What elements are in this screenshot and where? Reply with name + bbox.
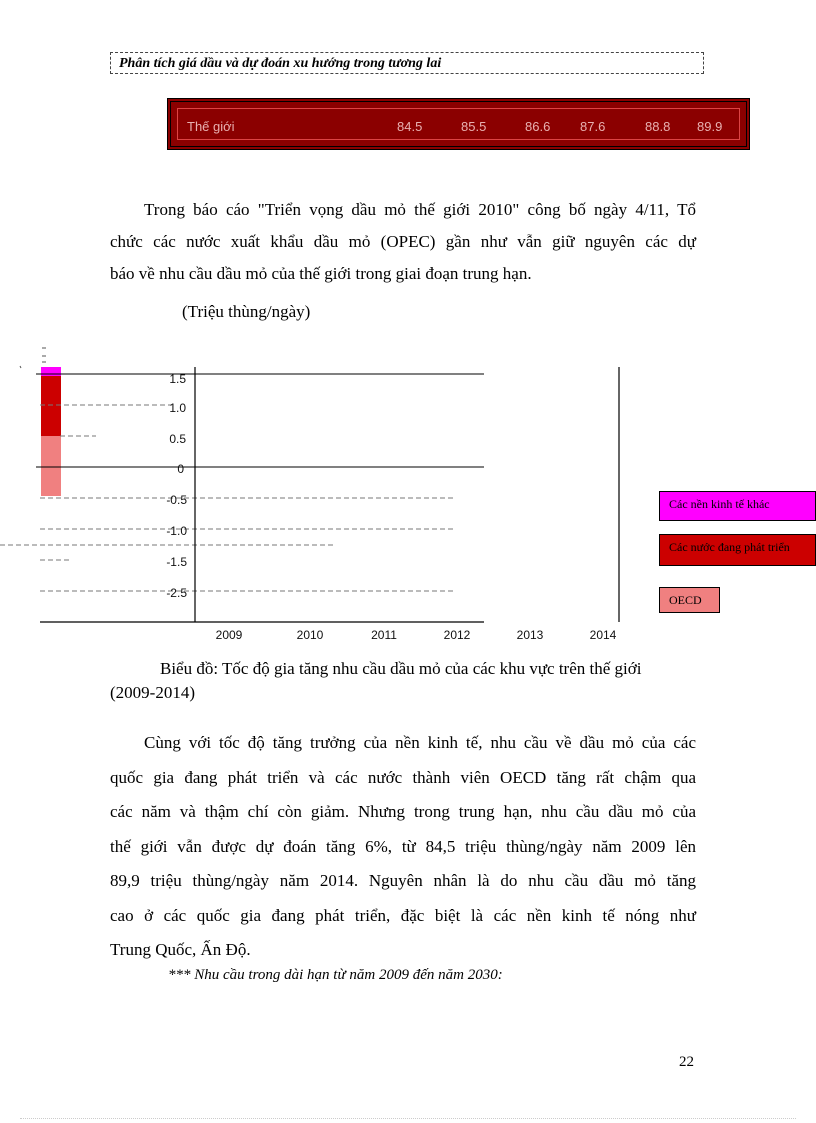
subheading-long-term: *** Nhu cầu trong dài hạn từ năm 2009 đến năm 2030:	[168, 967, 503, 983]
y-tick-label: -0.5	[166, 493, 187, 507]
x-tick-label: 2014	[589, 628, 617, 642]
text-line: cao ở các quốc gia đang phát triển, đặc biệt là các nền kinh tế nóng như	[110, 905, 696, 925]
row-label: Thế giới	[187, 119, 235, 134]
legend-oecd: OECD	[659, 587, 720, 613]
y-tick-label: 0	[177, 462, 184, 476]
bar-developing	[41, 376, 61, 436]
x-tick-label: 2010	[296, 628, 324, 642]
value-2013: 88.8	[645, 119, 671, 134]
text-line: Trung Quốc, Ấn Độ.	[110, 940, 251, 959]
value-2014: 89.9	[697, 119, 723, 134]
legend-other-economies: Các nền kinh tế khác	[659, 491, 816, 521]
y-tick-label: 1.5	[169, 372, 186, 386]
y-tick-label: 0.5	[169, 432, 186, 446]
bar-oecd	[41, 436, 61, 496]
text-line: chức các nước xuất khẩu dầu mỏ (OPEC) gần như vẫn giữ nguyên các dự	[110, 232, 696, 251]
x-tick-label: 2013	[516, 628, 544, 642]
paragraph-intro	[110, 194, 696, 290]
unit-label: (Triệu thùng/ngày)	[182, 302, 311, 321]
page-bottom-rule	[20, 1118, 796, 1119]
text-line: Cùng với tốc độ tăng trưởng của nền kinh tế, nhu cầu về dầu mỏ của các	[144, 733, 696, 752]
value-2011: 86.6	[525, 119, 551, 134]
value-2010: 85.5	[461, 119, 487, 134]
page-header: Phân tích giá dầu và dự đoán xu hướng trong tương lai	[110, 52, 704, 74]
x-tick-label: 2012	[443, 628, 471, 642]
text-line: Trong báo cáo "Triển vọng dầu mỏ thế giới 2010" công bố ngày 4/11, Tổ	[144, 200, 696, 219]
value-2009: 84.5	[397, 119, 423, 134]
paragraph-analysis	[110, 726, 696, 968]
text-line: quốc gia đang phát triển và các nước thành viên OECD tăng rất chậm qua	[110, 767, 696, 787]
world-demand-table-row	[167, 98, 750, 150]
y-tick-label: -1.5	[166, 555, 187, 569]
y-tick-label: 1.0	[169, 401, 186, 415]
page-number: 22	[679, 1054, 694, 1070]
y-tick-label: -1.0	[166, 524, 187, 538]
chart-artifact	[20, 366, 21, 368]
x-tick-label: 2011	[371, 628, 397, 642]
text-line: thế giới vẫn được dự đoán tăng 6%, từ 84,5 triệu thùng/ngày năm 2009 lên	[110, 836, 696, 856]
text-line: báo về nhu cầu dầu mỏ của thế giới trong giai đoạn trung hạn.	[110, 264, 532, 283]
legend-developing-countries: Các nước đang phát triển	[659, 534, 816, 566]
chart-caption-line2: (2009-2014)	[110, 683, 195, 702]
text-line: các năm và thậm chí còn giảm. Nhưng trong trung hạn, nhu cầu dầu mỏ của	[110, 802, 696, 821]
chart-caption-line1: Biểu đồ: Tốc độ gia tăng nhu cầu dầu mỏ của các khu vực trên thế giới	[160, 659, 642, 678]
x-tick-label: 2009	[215, 628, 243, 642]
text-line: 89,9 triệu thùng/ngày năm 2014. Nguyên nhân là do nhu cầu dầu mỏ tăng	[110, 871, 696, 890]
value-2012: 87.6	[580, 119, 606, 134]
y-tick-label: -2.5	[166, 586, 187, 600]
